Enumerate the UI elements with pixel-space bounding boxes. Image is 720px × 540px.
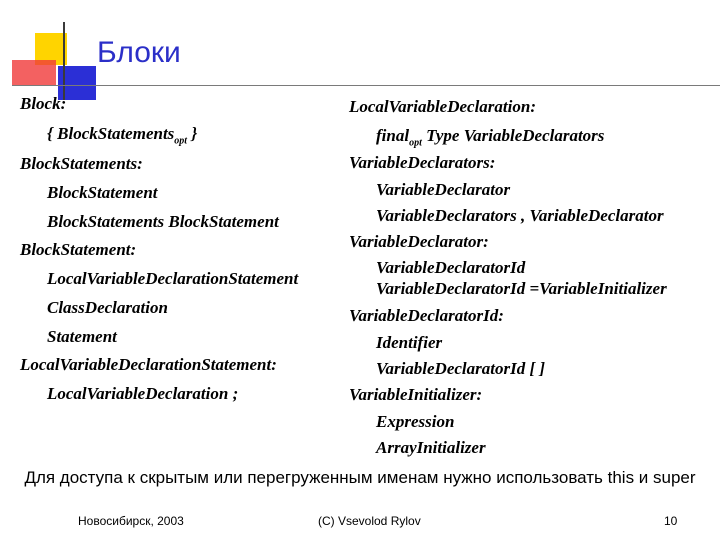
slide-title: Блоки (97, 36, 181, 69)
grammar-line-final-type (376, 126, 604, 153)
grammar-line: VariableDeclarators , VariableDeclarator (376, 206, 664, 225)
grammar-line: VariableDeclaratorId (376, 258, 526, 277)
grammar-text: { BlockStatements (47, 124, 175, 143)
grammar-rule-vardeclaratorid: VariableDeclaratorId: (349, 306, 504, 325)
decor-vertical-line (63, 22, 65, 100)
grammar-text: final (376, 126, 410, 145)
decor-red-square (12, 60, 56, 86)
grammar-rule-varinitializer: VariableInitializer: (349, 385, 483, 404)
grammar-line: VariableDeclaratorId =VariableInitializer (376, 279, 667, 298)
page-number: 10 (664, 514, 678, 528)
grammar-subscript: opt (409, 137, 422, 149)
grammar-line: VariableDeclarator (376, 180, 511, 199)
grammar-line: BlockStatement (47, 183, 158, 202)
grammar-line: Statement (47, 327, 117, 346)
grammar-rule-blockstatement: BlockStatement: (20, 240, 137, 259)
grammar-line: ClassDeclaration (47, 298, 168, 317)
grammar-line: ArrayInitializer (376, 438, 486, 457)
footer-copyright: (C) Vsevolod Rylov (318, 514, 421, 528)
grammar-subscript: opt (174, 135, 188, 147)
grammar-line: Identifier (376, 333, 443, 352)
grammar-text: } (187, 124, 198, 143)
footer-location: Новосибирск, 2003 (78, 514, 184, 528)
grammar-text: Type VariableDeclarators (421, 126, 605, 145)
grammar-rule-vardeclarators: VariableDeclarators: (349, 153, 496, 172)
grammar-line: VariableDeclaratorId [ ] (376, 359, 546, 378)
grammar-rule-block: Block: (20, 94, 67, 113)
grammar-rule-localvardecl: LocalVariableDeclaration: (349, 97, 536, 116)
grammar-line: LocalVariableDeclaration ; (47, 384, 239, 403)
grammar-line: BlockStatements BlockStatement (47, 212, 279, 231)
grammar-rule-blockstatements: BlockStatements: (20, 154, 143, 173)
grammar-rule-localvardeclstatement: LocalVariableDeclarationStatement: (20, 355, 277, 374)
grammar-line-block-body (47, 124, 197, 151)
grammar-rule-vardeclarator: VariableDeclarator: (349, 232, 489, 251)
title-underline (12, 85, 720, 86)
note-text: Для доступа к скрытым или перегруженным именам нужно использовать this и super (24, 468, 696, 487)
grammar-line: LocalVariableDeclarationStatement (47, 269, 299, 288)
grammar-line: Expression (376, 412, 455, 431)
